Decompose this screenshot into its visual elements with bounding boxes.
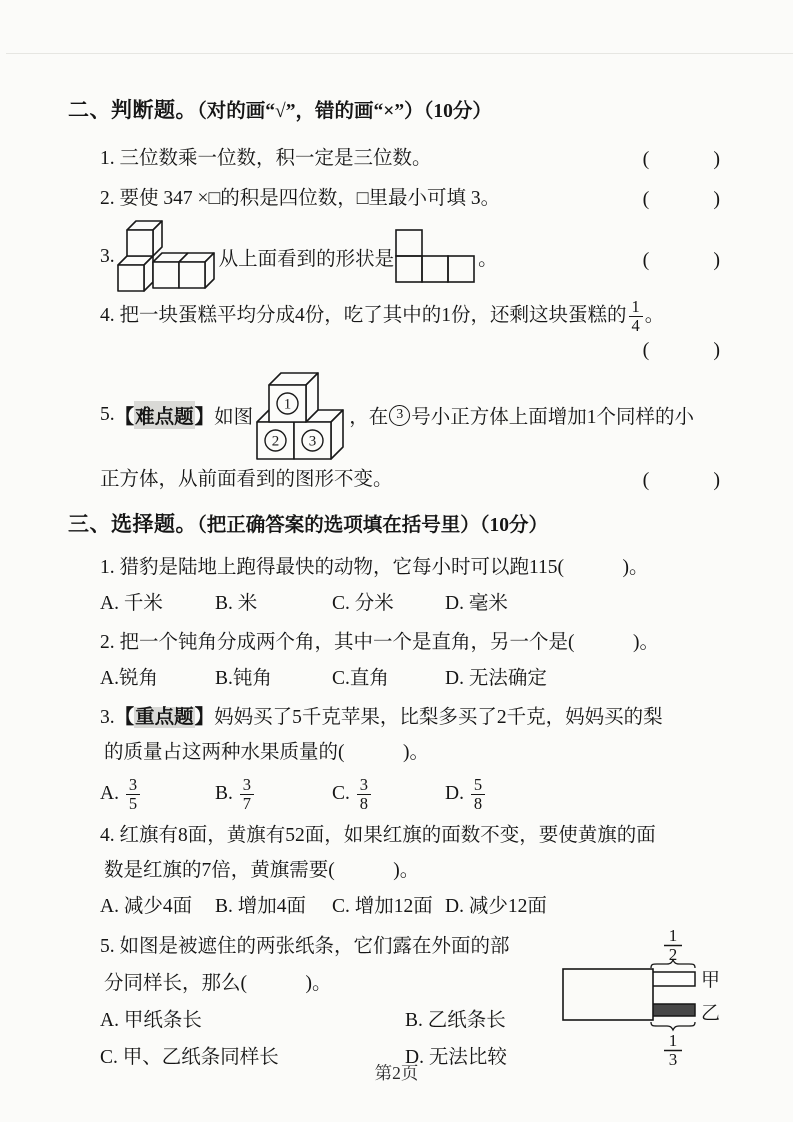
scan-artifact-line (6, 53, 793, 54)
choice-q3-options (100, 774, 793, 814)
choice-q3-bracket-close: 】 (194, 707, 215, 729)
option-b: B.钝角 (215, 668, 272, 690)
strips-figure-container (553, 924, 791, 1066)
option-c: C. 分米 (332, 593, 394, 615)
fraction: $\frac{3}{7}$ (240, 776, 254, 813)
choice-q2-text: 2. 把一个钝角分成两个角，其中一个是直角，另一个是( )。 (100, 632, 659, 654)
fraction: $\frac{3}{5}$ (126, 776, 140, 813)
choice-heading-title: 三、选择题。 (68, 513, 197, 537)
label-yi: 乙 (701, 1003, 721, 1025)
option-d: D. 减少12面 (445, 896, 547, 918)
option-b: B. 米 (215, 593, 258, 615)
judge-q5-lead: 如图 (214, 407, 254, 429)
judge-section-heading (68, 95, 793, 127)
top-brace (651, 960, 695, 968)
choice-question-2 (100, 628, 793, 658)
judge-q4-answer-line (0, 337, 721, 363)
choice-q3-key-label: 重点题 (135, 707, 194, 729)
choice-q4-text-line2: 数是红旗的7倍，黄旗需要( )。 (104, 860, 420, 882)
judge-q5-number: 5. (100, 404, 115, 426)
choice-question-1 (100, 553, 793, 583)
judge-q5-difficulty-label: 难点题 (134, 401, 195, 429)
judge-q3-number: 3. (100, 246, 115, 267)
option-c: C. 增加12面 (332, 896, 433, 918)
choice-question-3 (100, 703, 793, 733)
choice-q3-number: 3. (100, 707, 115, 729)
choice-q4-line2 (104, 856, 793, 886)
option-a: A. 千米 (100, 593, 163, 615)
judge-q5-text-mid1: ，在 (349, 407, 389, 429)
answer-bracket: ( ) (642, 339, 721, 362)
option-d: D. 毫米 (445, 593, 508, 615)
judge-question-1 (100, 144, 721, 174)
choice-q3-text-line1: 妈妈买了5千克苹果，比梨多买了2千克，妈妈买的梨 (214, 707, 663, 729)
choice-question-5 (0, 926, 793, 1073)
top-view-figure (395, 229, 477, 285)
cube-1-label: 1 (283, 396, 292, 413)
bottom-fraction-numerator: 1 (668, 1031, 678, 1051)
choice-question-4 (100, 821, 793, 851)
option-d: D. 无法比较 (405, 1047, 507, 1069)
choice-section-heading (68, 509, 793, 541)
choice-q1-text: 1. 猎豹是陆地上跑得最快的动物，它每小时可以跑115( )。 (100, 557, 649, 579)
answer-bracket: ( ) (642, 469, 721, 492)
choice-q4-text-line1: 4. 红旗有8面，黄旗有52面，如果红旗的面数不变，要使黄旗的面 (100, 825, 656, 847)
option-b: B. 增加4面 (215, 896, 307, 918)
judge-q4-period: 。 (644, 305, 665, 327)
top-fraction-denominator: 2 (668, 945, 678, 965)
option-a: A. 减少4面 (100, 896, 193, 918)
choice-q1-options (100, 589, 793, 619)
cube-3-label: 3 (308, 433, 317, 450)
judge-q5-text-line2: 正方体，从前面看到的图形不变。 (100, 469, 393, 491)
page-number: 第2页 (374, 1063, 419, 1083)
choice-q2-options (100, 664, 793, 694)
option-c: C. $\frac{3}{8}$ (332, 774, 445, 814)
judge-q5-bracket-open: 【 (114, 407, 135, 429)
fraction: $\frac{1}{4}$ (629, 298, 643, 335)
choice-q5-text-line2: 分同样长，那么( )。 (104, 973, 332, 995)
answer-bracket: ( ) (642, 248, 721, 271)
choice-heading-note: （把正确答案的选项填在括号里）（10分） (197, 515, 549, 537)
fraction: $\frac{5}{8}$ (471, 776, 485, 813)
judge-question-3 (100, 220, 721, 294)
option-c: C.直角 (332, 668, 389, 690)
judge-question-5 (100, 369, 721, 461)
judge-q5-bracket-close: 】 (194, 407, 215, 429)
bottom-fraction-denominator: 3 (668, 1050, 678, 1067)
option-a: A. 甲纸条长 (100, 1010, 202, 1032)
cover-rectangle (563, 969, 653, 1020)
judge-question-2 (100, 184, 721, 214)
option-d: D. $\frac{5}{8}$ (445, 774, 793, 814)
judge-q1-text: 1. 三位数乘一位数，积一定是三位数。 (100, 148, 432, 169)
bottom-brace (651, 1022, 695, 1030)
circled-3: 3 (389, 405, 410, 426)
choice-q3-line2 (104, 738, 793, 768)
option-b: B. 乙纸条长 (405, 1010, 506, 1032)
judge-q3-period: 。 (478, 249, 498, 270)
choice-q5-text-line1: 5. 如图是被遮住的两张纸条，它们露在外面的部 (100, 936, 510, 958)
cube-2-label: 2 (271, 433, 280, 450)
judge-q5-text-mid2: 号小正方体上面增加1个同样的小 (411, 407, 694, 429)
judge-q2-text: 2. 要使 347 ×□的积是四位数，□里最小可填 3。 (100, 188, 501, 209)
label-jia: 甲 (701, 970, 721, 992)
answer-bracket: ( ) (642, 148, 721, 170)
option-d: D. 无法确定 (445, 668, 547, 690)
judge-question-4 (100, 298, 793, 335)
option-c: C. 甲、乙纸条同样长 (100, 1047, 279, 1069)
judge-heading-title: 二、判断题。 (68, 99, 197, 122)
choice-q4-options (100, 892, 793, 922)
judge-q5-line2 (100, 465, 721, 495)
strips-figure (553, 924, 791, 1066)
cubes-3d-figure (117, 220, 217, 294)
answer-bracket: ( ) (642, 188, 721, 210)
choice-q3-bracket-open: 【 (114, 707, 135, 729)
option-a: A.锐角 (100, 668, 158, 690)
top-fraction-numerator: 1 (668, 926, 678, 946)
judge-q3-text: 从上面看到的形状是 (218, 249, 395, 270)
judge-q4-text: 4. 把一块蛋糕平均分成4份，吃了其中的1份，还剩这块蛋糕的 (100, 305, 627, 327)
choice-q3-text-line2: 的质量占这两种水果质量的( )。 (104, 742, 429, 764)
option-b: B. $\frac{3}{7}$ (215, 774, 332, 814)
fraction: $\frac{3}{8}$ (357, 776, 371, 813)
numbered-cubes-figure (255, 369, 347, 461)
judge-heading-note: （对的画“√”，错的画“×”）（10分） (197, 101, 492, 122)
option-a: A. $\frac{3}{5}$ (100, 774, 215, 814)
